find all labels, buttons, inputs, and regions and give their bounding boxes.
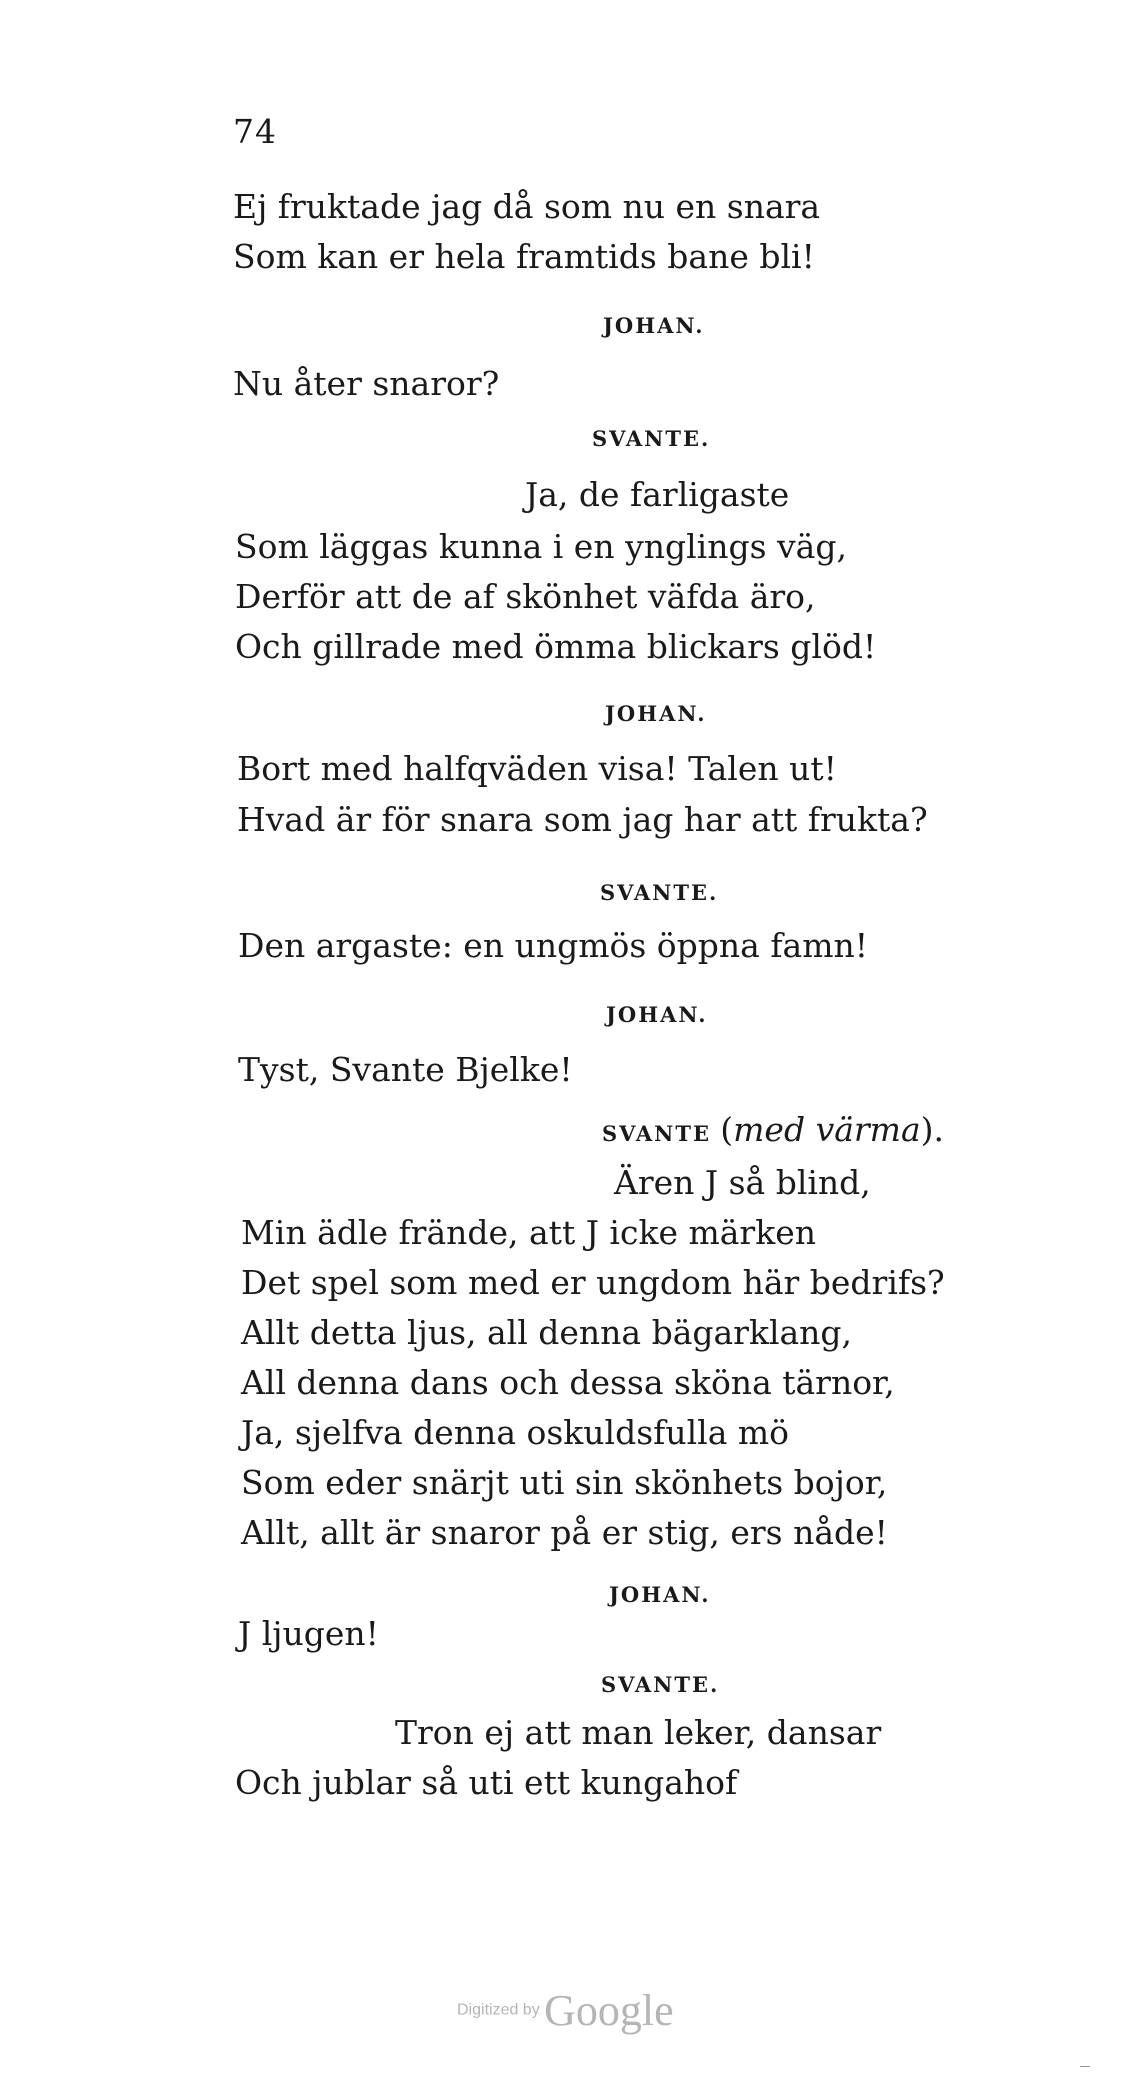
verse-line: Min ädle frände, att J icke märken: [241, 1213, 816, 1252]
verse-line: J ljugen!: [238, 1614, 379, 1653]
verse-line: All denna dans och dessa sköna tärnor,: [241, 1363, 895, 1402]
stage-direction-open: (: [720, 1110, 734, 1149]
corner-mark: [1080, 2066, 1090, 2067]
verse-line: Allt, allt är snaror på er stig, ers nåde!: [241, 1513, 888, 1552]
verse-line: Hvad är för snara som jag har att frukta?: [237, 800, 928, 839]
speaker-name: JOHAN.: [609, 1582, 711, 1607]
verse-line: Derför att de af skönhet väfda äro,: [235, 577, 816, 616]
verse-line: Tron ej att man leker, dansar: [395, 1713, 882, 1752]
speaker-name: SVANTE.: [601, 1672, 720, 1697]
verse-line: Och jublar så uti ett kungahof: [235, 1763, 738, 1802]
speaker-name: JOHAN.: [603, 313, 705, 338]
verse-line: Bort med halfqväden visa! Talen ut!: [237, 749, 837, 788]
verse-line: Som läggas kunna i en ynglings väg,: [235, 527, 847, 566]
verse-line: Ej fruktade jag då som nu en snara: [233, 187, 821, 226]
digitized-by-label: Digitized by: [457, 2001, 540, 2019]
verse-line: Ja, sjelfva denna oskuldsfulla mö: [241, 1413, 790, 1452]
verse-line: Ja, de farligaste: [525, 475, 790, 514]
speaker-name: SVANTE.: [592, 426, 711, 451]
google-logo: Google: [544, 1986, 674, 2035]
verse-line: Nu åter snaror?: [233, 364, 500, 403]
stage-direction-close: ).: [920, 1110, 945, 1149]
speaker-label: SVANTE: [602, 1121, 711, 1146]
verse-line: Tyst, Svante Bjelke!: [238, 1050, 573, 1089]
verse-line: Som eder snärjt uti sin skönhets bojor,: [241, 1463, 888, 1502]
verse-line: Och gillrade med ömma blickars glöd!: [235, 627, 877, 666]
speaker-name: [602, 1110, 945, 1149]
verse-line: Ären J så blind,: [614, 1163, 871, 1202]
digitized-by-watermark: [457, 1985, 674, 2036]
verse-line: Allt detta ljus, all denna bägarklang,: [241, 1313, 853, 1352]
verse-line: Den argaste: en ungmös öppna famn!: [238, 926, 869, 965]
speaker-name: SVANTE.: [600, 880, 719, 905]
page-number: 74: [233, 112, 277, 151]
speaker-name: JOHAN.: [605, 701, 707, 726]
stage-direction: med värma: [733, 1110, 921, 1149]
verse-line: Det spel som med er ungdom här bedrifs?: [241, 1263, 945, 1302]
speaker-name: JOHAN.: [606, 1002, 708, 1027]
verse-line: Som kan er hela framtids bane bli!: [233, 237, 815, 276]
